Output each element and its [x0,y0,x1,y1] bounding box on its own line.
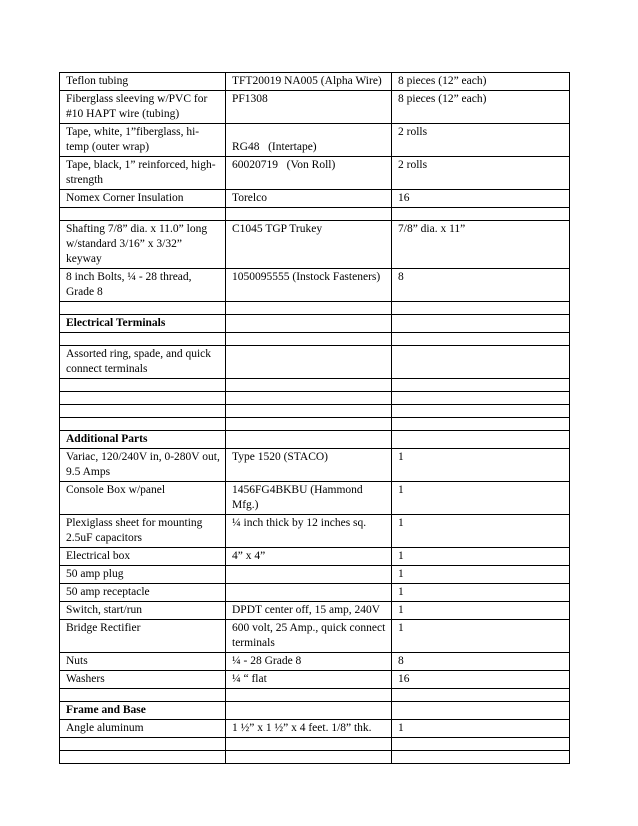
quantity-cell [392,751,570,764]
section-header-row [60,315,570,333]
quantity-cell: 1 [392,449,570,482]
table-row [60,221,570,269]
quantity-cell [392,405,570,418]
table-row [60,566,570,584]
quantity-cell: 1 [392,620,570,653]
quantity-cell [392,315,570,333]
item-cell: Teflon tubing [60,73,226,91]
part-number-cell [226,392,392,405]
part-number-cell: Type 1520 (STACO) [226,449,392,482]
quantity-cell [392,418,570,431]
part-number-cell: DPDT center off, 15 amp, 240V [226,602,392,620]
blank-row [60,302,570,315]
part-number-cell: PF1308 [226,91,392,124]
table-row [60,73,570,91]
part-number-cell [226,566,392,584]
part-number-cell [226,418,392,431]
item-cell: Washers [60,671,226,689]
table-row [60,269,570,302]
blank-row [60,418,570,431]
part-number-cell: ¼ inch thick by 12 inches sq. [226,515,392,548]
part-number-cell [226,315,392,333]
quantity-cell [392,738,570,751]
item-cell: Plexiglass sheet for mounting 2.5uF capacitors [60,515,226,548]
item-cell [60,405,226,418]
part-number-cell [226,333,392,346]
item-cell [60,208,226,221]
quantity-cell: 1 [392,515,570,548]
part-number-cell [226,738,392,751]
part-number-cell: C1045 TGP Trukey [226,221,392,269]
part-number-cell: 1050095555 (Instock Fasteners) [226,269,392,302]
item-cell: Tape, white, 1”fiberglass, hi-temp (outer wrap) [60,124,226,157]
blank-row [60,333,570,346]
item-cell: Bridge Rectifier [60,620,226,653]
item-cell [60,333,226,346]
quantity-cell [392,333,570,346]
part-number-cell [226,302,392,315]
part-number-cell: 1456FG4BKBU (Hammond Mfg.) [226,482,392,515]
part-number-cell: ¼ - 28 Grade 8 [226,653,392,671]
part-number-cell: 4” x 4” [226,548,392,566]
part-number-cell [226,702,392,720]
quantity-cell: 2 rolls [392,157,570,190]
quantity-cell [392,379,570,392]
table-row [60,91,570,124]
part-number-cell: RG48 (Intertape) [226,124,392,157]
table-row [60,602,570,620]
part-number-cell [226,431,392,449]
quantity-cell: 1 [392,566,570,584]
table-row [60,671,570,689]
blank-row [60,751,570,764]
item-cell [60,379,226,392]
quantity-cell: 16 [392,671,570,689]
table-row [60,190,570,208]
blank-row [60,689,570,702]
part-number-cell [226,689,392,702]
item-cell: Angle aluminum [60,720,226,738]
quantity-cell: 7/8” dia. x 11” [392,221,570,269]
table-row [60,653,570,671]
part-number-cell: 1 ½” x 1 ½” x 4 feet. 1/8” thk. [226,720,392,738]
quantity-cell [392,346,570,379]
quantity-cell [392,689,570,702]
section-header-row [60,702,570,720]
blank-row [60,405,570,418]
table-row [60,620,570,653]
section-header: Additional Parts [60,431,226,449]
quantity-cell: 1 [392,602,570,620]
table-row [60,720,570,738]
table-row [60,124,570,157]
item-cell [60,751,226,764]
item-cell [60,392,226,405]
quantity-cell: 8 pieces (12” each) [392,73,570,91]
quantity-cell: 2 rolls [392,124,570,157]
item-cell: Fiberglass sleeving w/PVC for #10 HAPT wire (tubing) [60,91,226,124]
blank-row [60,738,570,751]
item-cell: 50 amp receptacle [60,584,226,602]
quantity-cell [392,208,570,221]
table-row [60,548,570,566]
quantity-cell [392,392,570,405]
quantity-cell: 8 [392,653,570,671]
parts-table-body [60,73,570,764]
item-cell: Nomex Corner Insulation [60,190,226,208]
part-number-cell: Torelco [226,190,392,208]
blank-row [60,379,570,392]
item-cell: Tape, black, 1” reinforced, high-strength [60,157,226,190]
quantity-cell: 1 [392,584,570,602]
section-header: Electrical Terminals [60,315,226,333]
table-row [60,482,570,515]
section-header-row [60,431,570,449]
table-row [60,515,570,548]
part-number-cell [226,379,392,392]
part-number-cell: TFT20019 NA005 (Alpha Wire) [226,73,392,91]
item-cell [60,302,226,315]
item-cell: Variac, 120/240V in, 0-280V out, 9.5 Amps [60,449,226,482]
quantity-cell: 8 pieces (12” each) [392,91,570,124]
item-cell [60,689,226,702]
table-row [60,157,570,190]
item-cell: Assorted ring, spade, and quick connect terminals [60,346,226,379]
blank-row [60,208,570,221]
item-cell: Electrical box [60,548,226,566]
section-header: Frame and Base [60,702,226,720]
part-number-cell [226,751,392,764]
part-number-cell [226,346,392,379]
quantity-cell: 16 [392,190,570,208]
part-number-cell [226,405,392,418]
item-cell: Switch, start/run [60,602,226,620]
table-row [60,346,570,379]
quantity-cell: 1 [392,720,570,738]
item-cell [60,738,226,751]
item-cell: 50 amp plug [60,566,226,584]
item-cell: 8 inch Bolts, ¼ - 28 thread, Grade 8 [60,269,226,302]
part-number-cell: 60020719 (Von Roll) [226,157,392,190]
parts-table [59,72,570,764]
part-number-cell [226,208,392,221]
quantity-cell [392,431,570,449]
part-number-cell [226,584,392,602]
item-cell: Shafting 7/8” dia. x 11.0” long w/standard 3/16” x 3/32” keyway [60,221,226,269]
table-row [60,584,570,602]
table-row [60,449,570,482]
blank-row [60,392,570,405]
part-number-cell: 600 volt, 25 Amp., quick connect terminals [226,620,392,653]
quantity-cell: 1 [392,548,570,566]
item-cell [60,418,226,431]
quantity-cell: 8 [392,269,570,302]
quantity-cell [392,302,570,315]
quantity-cell [392,702,570,720]
quantity-cell: 1 [392,482,570,515]
item-cell: Console Box w/panel [60,482,226,515]
part-number-cell: ¼ “ flat [226,671,392,689]
item-cell: Nuts [60,653,226,671]
